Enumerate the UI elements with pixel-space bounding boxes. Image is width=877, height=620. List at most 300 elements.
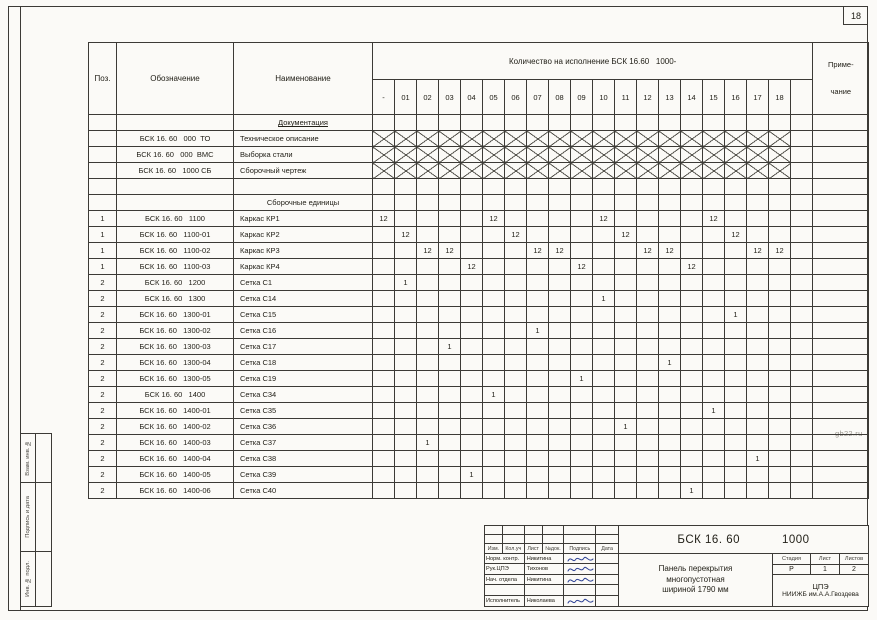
qty-cell: [769, 355, 791, 371]
qty-cell: [637, 195, 659, 211]
qty-cell: [417, 403, 439, 419]
qty-cell: [505, 403, 527, 419]
qty-cell: [417, 355, 439, 371]
name-cell: Сетка С40: [234, 483, 373, 499]
qty-cell: [791, 419, 813, 435]
spec-row: [89, 115, 869, 131]
qty-cell: [417, 291, 439, 307]
signature-cell: [564, 596, 596, 606]
designation-cell: БСК 16. 60 1100-01: [117, 227, 234, 243]
product-title-line: шириной 1790 мм: [662, 585, 729, 595]
spec-row: [89, 339, 869, 355]
qty-cell: [615, 211, 637, 227]
qty-cell: [571, 467, 593, 483]
pos-cell: 1: [89, 243, 117, 259]
pos-cell: 1: [89, 259, 117, 275]
qty-cell: [593, 323, 615, 339]
col-header-name: Наименование: [234, 43, 373, 115]
qty-cell: [527, 275, 549, 291]
qty-cell: [439, 259, 461, 275]
qty-cell: [593, 403, 615, 419]
qty-cell: [725, 371, 747, 387]
qty-cell: [439, 371, 461, 387]
qty-cell: [681, 131, 703, 147]
qty-cell: [681, 419, 703, 435]
spec-row: [89, 179, 869, 195]
qty-cell: [395, 115, 417, 131]
title-block: [484, 525, 869, 607]
qty-cell: [615, 163, 637, 179]
qty-cell: [571, 227, 593, 243]
signature-row: [485, 585, 618, 595]
qty-cell: 12: [395, 227, 417, 243]
spec-row: [89, 451, 869, 467]
spec-row: [89, 131, 869, 147]
organization-line: НИИЖБ им.А.А.Гвоздева: [782, 591, 859, 599]
pos-cell: 1: [89, 211, 117, 227]
note-cell: [813, 307, 869, 323]
qty-cell: [747, 339, 769, 355]
qty-cell: [725, 275, 747, 291]
qty-cell: [395, 419, 417, 435]
qty-cell: [395, 483, 417, 499]
stage-block: [773, 554, 868, 606]
qty-cell: [637, 291, 659, 307]
organization-line: ЦПЭ: [812, 581, 829, 591]
qty-cell: [505, 435, 527, 451]
qty-cell: [439, 163, 461, 179]
date-cell: [596, 575, 618, 585]
note-header-line2: чание: [830, 86, 852, 96]
qty-cell: [637, 259, 659, 275]
designation-cell: БСК 16. 60 1400: [117, 387, 234, 403]
qty-cell: [615, 243, 637, 259]
qty-cell: [791, 435, 813, 451]
qty-cell: [549, 291, 571, 307]
pos-cell: 1: [89, 227, 117, 243]
note-cell: [813, 131, 869, 147]
name-cell: Сетка С19: [234, 371, 373, 387]
signer-role: Рук.ЦПЭ: [485, 564, 525, 574]
qty-cell: [505, 179, 527, 195]
qty-cell: [483, 419, 505, 435]
qty-cell: [615, 483, 637, 499]
signer-role: [485, 585, 525, 595]
qty-cell: [769, 483, 791, 499]
qty-cell: [395, 259, 417, 275]
note-cell: [813, 387, 869, 403]
qty-cell: [725, 291, 747, 307]
exec-col-header: 02: [417, 80, 439, 115]
spec-row: [89, 371, 869, 387]
stage-values-row: Р 1 2: [773, 565, 868, 575]
qty-cell: [747, 403, 769, 419]
qty-cell: [593, 243, 615, 259]
name-cell: Сетка С15: [234, 307, 373, 323]
signature-cell: [564, 554, 596, 564]
qty-cell: [439, 179, 461, 195]
qty-cell: 12: [483, 211, 505, 227]
qty-cell: [659, 371, 681, 387]
qty-cell: [373, 115, 395, 131]
revision-row-empty: [485, 535, 618, 544]
stamp-label-text: Подпись и дата: [25, 496, 31, 538]
qty-cell: [769, 131, 791, 147]
spec-row: [89, 147, 869, 163]
qty-cell: [417, 467, 439, 483]
name-cell: Каркас КР3: [234, 243, 373, 259]
qty-cell: [725, 403, 747, 419]
qty-cell: [659, 307, 681, 323]
spec-row: [89, 291, 869, 307]
qty-cell: [373, 323, 395, 339]
qty-cell: [681, 339, 703, 355]
stamp-label: [21, 552, 35, 606]
signer-name: Никитина: [525, 575, 565, 585]
qty-cell: 12: [439, 243, 461, 259]
qty-cell: 1: [527, 323, 549, 339]
qty-cell: [527, 371, 549, 387]
qty-cell: [505, 195, 527, 211]
pos-cell: 2: [89, 291, 117, 307]
qty-cell: [681, 195, 703, 211]
qty-cell: [549, 307, 571, 323]
qty-cell: [747, 323, 769, 339]
qty-cell: [527, 435, 549, 451]
qty-cell: [461, 323, 483, 339]
qty-cell: [417, 179, 439, 195]
spec-row: [89, 355, 869, 371]
qty-cell: [527, 403, 549, 419]
qty-cell: [461, 387, 483, 403]
qty-cell: [395, 435, 417, 451]
qty-cell: [791, 243, 813, 259]
qty-cell: [395, 403, 417, 419]
qty-cell: [659, 387, 681, 403]
qty-cell: [527, 227, 549, 243]
qty-cell: [659, 323, 681, 339]
qty-cell: [769, 323, 791, 339]
qty-cell: [373, 195, 395, 211]
note-cell: [813, 419, 869, 435]
qty-cell: [703, 275, 725, 291]
qty-cell: [615, 291, 637, 307]
qty-cell: [703, 227, 725, 243]
qty-cell: [659, 163, 681, 179]
qty-cell: [461, 243, 483, 259]
qty-cell: [439, 451, 461, 467]
qty-cell: [505, 259, 527, 275]
qty-cell: [483, 339, 505, 355]
name-cell: Сетка С35: [234, 403, 373, 419]
signature: [566, 554, 594, 564]
qty-cell: [483, 435, 505, 451]
pos-cell: [89, 147, 117, 163]
qty-cell: [373, 483, 395, 499]
qty-cell: 12: [505, 227, 527, 243]
qty-cell: [659, 259, 681, 275]
qty-cell: [527, 179, 549, 195]
pos-cell: 2: [89, 419, 117, 435]
qty-cell: [681, 403, 703, 419]
qty-cell: [637, 323, 659, 339]
qty-cell: 1: [725, 307, 747, 323]
spec-row: [89, 163, 869, 179]
stamp-label: [21, 434, 35, 482]
qty-cell: [791, 179, 813, 195]
qty-cell: [571, 451, 593, 467]
qty-cell: [615, 179, 637, 195]
qty-cell: [483, 131, 505, 147]
qty-cell: [791, 483, 813, 499]
qty-cell: [593, 195, 615, 211]
qty-cell: [483, 371, 505, 387]
exec-col-header: 07: [527, 80, 549, 115]
qty-cell: [659, 131, 681, 147]
note-cell: [813, 163, 869, 179]
note-cell: [813, 339, 869, 355]
stage-header-row: Стадия Лист Листов: [773, 554, 868, 565]
qty-cell: [417, 211, 439, 227]
pos-cell: 2: [89, 435, 117, 451]
pos-cell: [89, 179, 117, 195]
stamp-blank-cell: [35, 434, 51, 482]
qty-cell: [681, 115, 703, 131]
qty-cell: [483, 259, 505, 275]
designation-cell: БСК 16. 60 1100: [117, 211, 234, 227]
qty-cell: [395, 451, 417, 467]
product-title-line: многопустотная: [666, 574, 725, 584]
qty-cell: [505, 291, 527, 307]
qty-cell: [527, 451, 549, 467]
qty-cell: [791, 291, 813, 307]
qty-cell: [747, 147, 769, 163]
qty-cell: [769, 147, 791, 163]
qty-cell: [703, 451, 725, 467]
qty-cell: [747, 355, 769, 371]
note-cell: [813, 403, 869, 419]
product-title-line: Панель перекрытия: [658, 563, 733, 573]
qty-cell: [395, 291, 417, 307]
qty-cell: [549, 483, 571, 499]
designation-cell: БСК 16. 60 1300-01: [117, 307, 234, 323]
qty-cell: [791, 451, 813, 467]
qty-cell: [549, 259, 571, 275]
document-designation: [619, 526, 868, 554]
signature-row: [485, 575, 618, 585]
qty-cell: [549, 195, 571, 211]
name-cell: Сетка С14: [234, 291, 373, 307]
designation-cell: БСК 16. 60 1100-03: [117, 259, 234, 275]
spec-row: [89, 259, 869, 275]
qty-cell: [769, 115, 791, 131]
qty-cell: [373, 371, 395, 387]
qty-cell: 1: [747, 451, 769, 467]
col-header-note: [813, 43, 869, 115]
designation-cell: БСК 16. 60 1400-01: [117, 403, 234, 419]
qty-cell: [439, 419, 461, 435]
qty-cell: 1: [659, 355, 681, 371]
qty-cell: [461, 147, 483, 163]
specification-table: [88, 42, 869, 499]
qty-cell: [637, 275, 659, 291]
qty-cell: [747, 387, 769, 403]
qty-cell: [703, 339, 725, 355]
qty-cell: [725, 163, 747, 179]
qty-cell: [373, 227, 395, 243]
qty-cell: [549, 115, 571, 131]
pos-cell: 2: [89, 387, 117, 403]
revision-row-empty: [485, 526, 618, 535]
qty-cell: [747, 419, 769, 435]
organization: [773, 575, 868, 606]
qty-cell: [571, 339, 593, 355]
name-cell: Документация: [234, 115, 373, 131]
qty-cell: [571, 275, 593, 291]
spec-row: [89, 403, 869, 419]
qty-cell: [637, 467, 659, 483]
qty-cell: [505, 323, 527, 339]
qty-cell: [769, 195, 791, 211]
note-cell: [813, 435, 869, 451]
note-cell: [813, 195, 869, 211]
qty-cell: [725, 451, 747, 467]
qty-cell: [637, 355, 659, 371]
signature: [566, 575, 594, 585]
signature-row: [485, 554, 618, 564]
qty-cell: [505, 387, 527, 403]
stamp-blank-cell: [35, 483, 51, 551]
qty-cell: [395, 147, 417, 163]
designation-cell: БСК 16. 60 1000 СБ: [117, 163, 234, 179]
qty-cell: [615, 307, 637, 323]
qty-cell: 1: [417, 435, 439, 451]
qty-cell: [439, 147, 461, 163]
name-cell: Сборочные единицы: [234, 195, 373, 211]
qty-cell: [659, 275, 681, 291]
qty-cell: [527, 195, 549, 211]
qty-cell: [703, 147, 725, 163]
qty-cell: 1: [571, 371, 593, 387]
qty-cell: 12: [725, 227, 747, 243]
qty-cell: [681, 387, 703, 403]
spec-row: [89, 387, 869, 403]
qty-cell: [505, 339, 527, 355]
designation-cell: БСК 16. 60 1300-05: [117, 371, 234, 387]
qty-cell: [439, 355, 461, 371]
qty-cell: [483, 307, 505, 323]
qty-cell: [483, 355, 505, 371]
qty-cell: [681, 227, 703, 243]
note-cell: [813, 451, 869, 467]
qty-cell: [417, 483, 439, 499]
exec-col-header: 13: [659, 80, 681, 115]
qty-cell: [593, 419, 615, 435]
qty-cell: [659, 211, 681, 227]
qty-cell: [725, 419, 747, 435]
qty-cell: [549, 435, 571, 451]
signer-name: [525, 585, 565, 595]
qty-cell: [571, 307, 593, 323]
qty-cell: [615, 467, 637, 483]
qty-cell: [615, 147, 637, 163]
qty-cell: [703, 355, 725, 371]
qty-cell: [373, 131, 395, 147]
qty-cell: [681, 243, 703, 259]
qty-cell: [571, 355, 593, 371]
spec-row: [89, 195, 869, 211]
qty-cell: [395, 355, 417, 371]
qty-cell: 12: [703, 211, 725, 227]
qty-cell: [659, 483, 681, 499]
qty-cell: [461, 355, 483, 371]
qty-cell: [593, 115, 615, 131]
qty-cell: [549, 387, 571, 403]
qty-cell: [637, 419, 659, 435]
qty-cell: [483, 451, 505, 467]
signature: [566, 596, 594, 606]
qty-cell: [461, 227, 483, 243]
name-cell: Выборка стали: [234, 147, 373, 163]
pos-cell: [89, 115, 117, 131]
qty-cell: [395, 243, 417, 259]
qty-cell: [527, 115, 549, 131]
qty-cell: [703, 195, 725, 211]
qty-cell: [395, 179, 417, 195]
name-cell: Сетка С17: [234, 339, 373, 355]
qty-cell: [725, 195, 747, 211]
qty-cell: [505, 419, 527, 435]
designation-cell: [117, 195, 234, 211]
qty-cell: [505, 371, 527, 387]
watermark: gb22.ru: [835, 429, 863, 438]
qty-cell: [549, 419, 571, 435]
qty-cell: [769, 291, 791, 307]
qty-cell: [637, 451, 659, 467]
exec-col-header: -: [373, 80, 395, 115]
designation-cell: БСК 16. 60 1300-03: [117, 339, 234, 355]
qty-cell: [791, 163, 813, 179]
qty-cell: [703, 115, 725, 131]
qty-cell: [505, 275, 527, 291]
qty-cell: [417, 387, 439, 403]
qty-cell: [637, 371, 659, 387]
qty-cell: [637, 179, 659, 195]
qty-cell: [681, 275, 703, 291]
qty-cell: [725, 211, 747, 227]
qty-cell: [791, 115, 813, 131]
designation-suffix: 1000: [782, 533, 810, 546]
qty-cell: [593, 275, 615, 291]
qty-cell: [769, 419, 791, 435]
note-cell: [813, 147, 869, 163]
qty-cell: [703, 179, 725, 195]
qty-cell: [439, 435, 461, 451]
qty-cell: [373, 307, 395, 323]
designation-cell: БСК 16. 60 1100-02: [117, 243, 234, 259]
qty-cell: [681, 467, 703, 483]
pos-cell: 2: [89, 307, 117, 323]
pos-cell: 2: [89, 323, 117, 339]
qty-cell: [593, 147, 615, 163]
name-cell: Сетка С34: [234, 387, 373, 403]
qty-cell: [571, 131, 593, 147]
title-block-signatures: [485, 526, 619, 606]
qty-cell: [527, 355, 549, 371]
qty-cell: [593, 371, 615, 387]
exec-col-header: 18: [769, 80, 791, 115]
designation-cell: БСК 16. 60 1400-06: [117, 483, 234, 499]
